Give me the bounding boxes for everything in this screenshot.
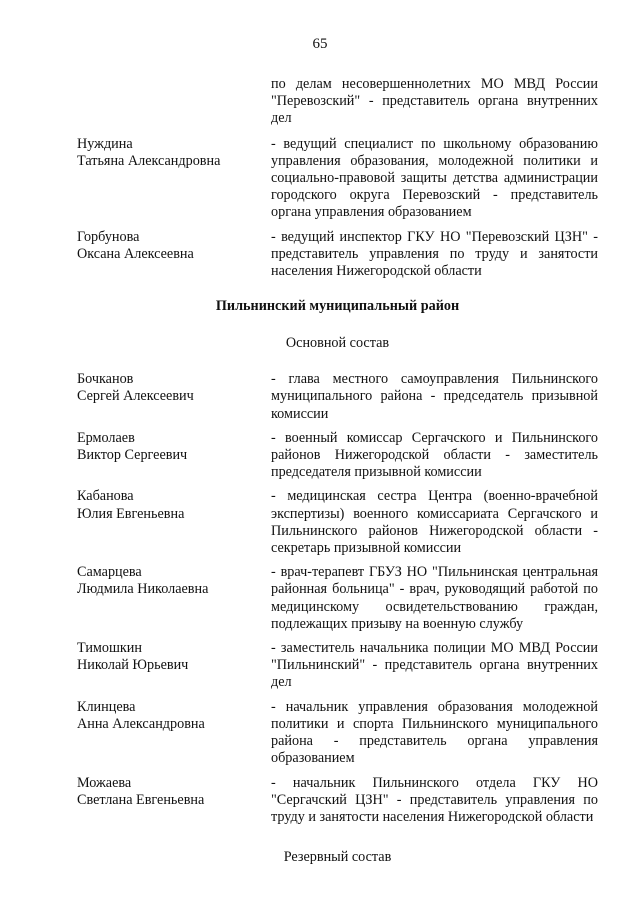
member-given-names: Светлана Евгеньевна xyxy=(77,791,205,808)
continued-role-text: по делам несовершеннолетних МО МВД России "Перевозский" - представитель органа внутренних дел xyxy=(271,76,598,127)
member-entry xyxy=(77,699,598,768)
member-entry xyxy=(77,775,598,827)
member-given-names: Оксана Алексеевна xyxy=(77,245,194,262)
member-entry xyxy=(77,488,598,557)
member-entry xyxy=(77,430,598,482)
member-role: - врач-терапевт ГБУЗ НО "Пильнинская центральная районная больница" - врач, руководящий работой по медицинскому освидетельствованию граждан, подлежащих призыву на военную службу xyxy=(271,564,598,632)
member-given-names: Николай Юрьевич xyxy=(77,657,189,674)
member-surname: Самарцева xyxy=(77,564,142,581)
member-surname: Нуждина xyxy=(77,135,133,152)
member-role: - ведущий специалист по школьному образованию управления образования, молодежной политики и социально-правовой защиты детства администрации городского округа Перевозский - представитель органа управления образованием xyxy=(271,135,598,221)
continued-entry xyxy=(77,76,598,128)
member-name xyxy=(77,136,271,170)
member-surname: Клинцева xyxy=(77,698,136,715)
member-entry xyxy=(77,640,598,692)
top-entries xyxy=(77,136,598,281)
reserve-composition-heading: Резервный состав xyxy=(283,849,392,866)
member-surname: Горбунова xyxy=(77,228,140,245)
member-name xyxy=(77,371,271,405)
member-entry xyxy=(77,136,598,222)
member-name xyxy=(77,775,271,809)
member-entry xyxy=(77,564,598,633)
member-role: - военный комиссар Сергачского и Пильнинского районов Нижегородской области - заместитель председателя призывной комиссии xyxy=(271,429,598,481)
member-surname: Тимошкин xyxy=(77,640,142,657)
member-name xyxy=(77,488,271,522)
member-given-names: Юлия Евгеньевна xyxy=(77,505,185,522)
member-entry xyxy=(77,371,598,423)
member-role: - начальник управления образования молодежной политики и спорта Пильнинского муниципального района - представитель органа управления образованием xyxy=(271,698,598,767)
member-role: - глава местного самоуправления Пильнинского муниципального района - председатель призывной комиссии xyxy=(271,371,598,422)
member-name xyxy=(77,430,271,464)
member-name xyxy=(77,564,271,598)
commission-list xyxy=(77,76,598,885)
main-composition-heading: Основной состав xyxy=(285,335,390,352)
member-surname: Ермолаев xyxy=(77,429,135,446)
member-given-names: Людмила Николаевна xyxy=(77,581,209,598)
member-entry xyxy=(77,229,598,281)
member-role: - ведущий инспектор ГКУ НО "Перевозский ЦЗН" - представитель управления по труду и занятости населения Нижегородской области xyxy=(271,228,598,280)
member-surname: Кабанова xyxy=(77,488,134,505)
member-surname: Можаева xyxy=(77,774,132,791)
member-surname: Бочканов xyxy=(77,371,134,388)
member-name xyxy=(77,229,271,263)
district-heading: Пильнинский муниципальный район xyxy=(215,298,460,315)
page-number: 65 xyxy=(312,36,328,52)
member-name xyxy=(77,699,271,733)
member-role: - заместитель начальника полиции МО МВД России "Пильнинский" - представитель органа внутренних дел xyxy=(271,640,598,691)
member-role: - медицинская сестра Центра (военно-врачебной экспертизы) военного комиссариата Сергачского и Пильнинского районов Нижегородской области - секретарь призывной комиссии xyxy=(271,488,598,557)
member-given-names: Анна Александровна xyxy=(77,715,205,732)
member-name xyxy=(77,640,271,674)
main-entries xyxy=(77,371,598,826)
member-given-names: Сергей Алексеевич xyxy=(77,388,194,405)
member-role: - начальник Пильнинского отдела ГКУ НО "Сергачский ЦЗН" - представитель управления по труду и занятости населения Нижегородской области xyxy=(271,774,598,825)
member-given-names: Виктор Сергеевич xyxy=(77,447,188,464)
member-given-names: Татьяна Александровна xyxy=(77,152,221,169)
